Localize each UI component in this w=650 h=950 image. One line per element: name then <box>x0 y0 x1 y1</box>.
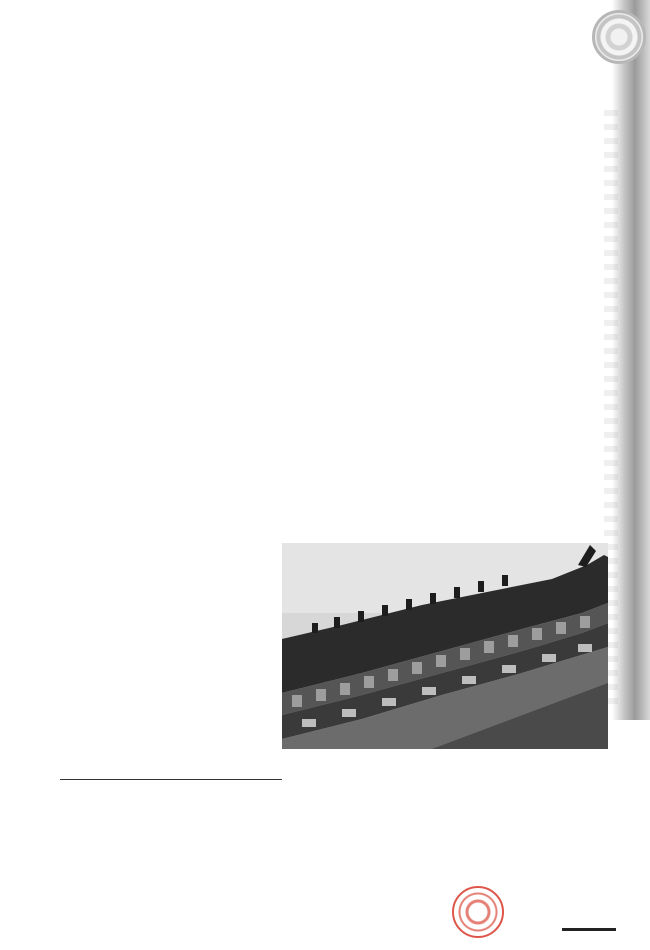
footnote-divider <box>60 779 282 780</box>
watermark-seal-icon <box>452 886 504 938</box>
page-number-bar <box>562 928 616 931</box>
roof-corner-photo <box>282 543 608 749</box>
roof-eave-illustration <box>282 543 608 749</box>
lesson-title <box>0 72 650 97</box>
decorative-seal-icon <box>592 10 646 64</box>
